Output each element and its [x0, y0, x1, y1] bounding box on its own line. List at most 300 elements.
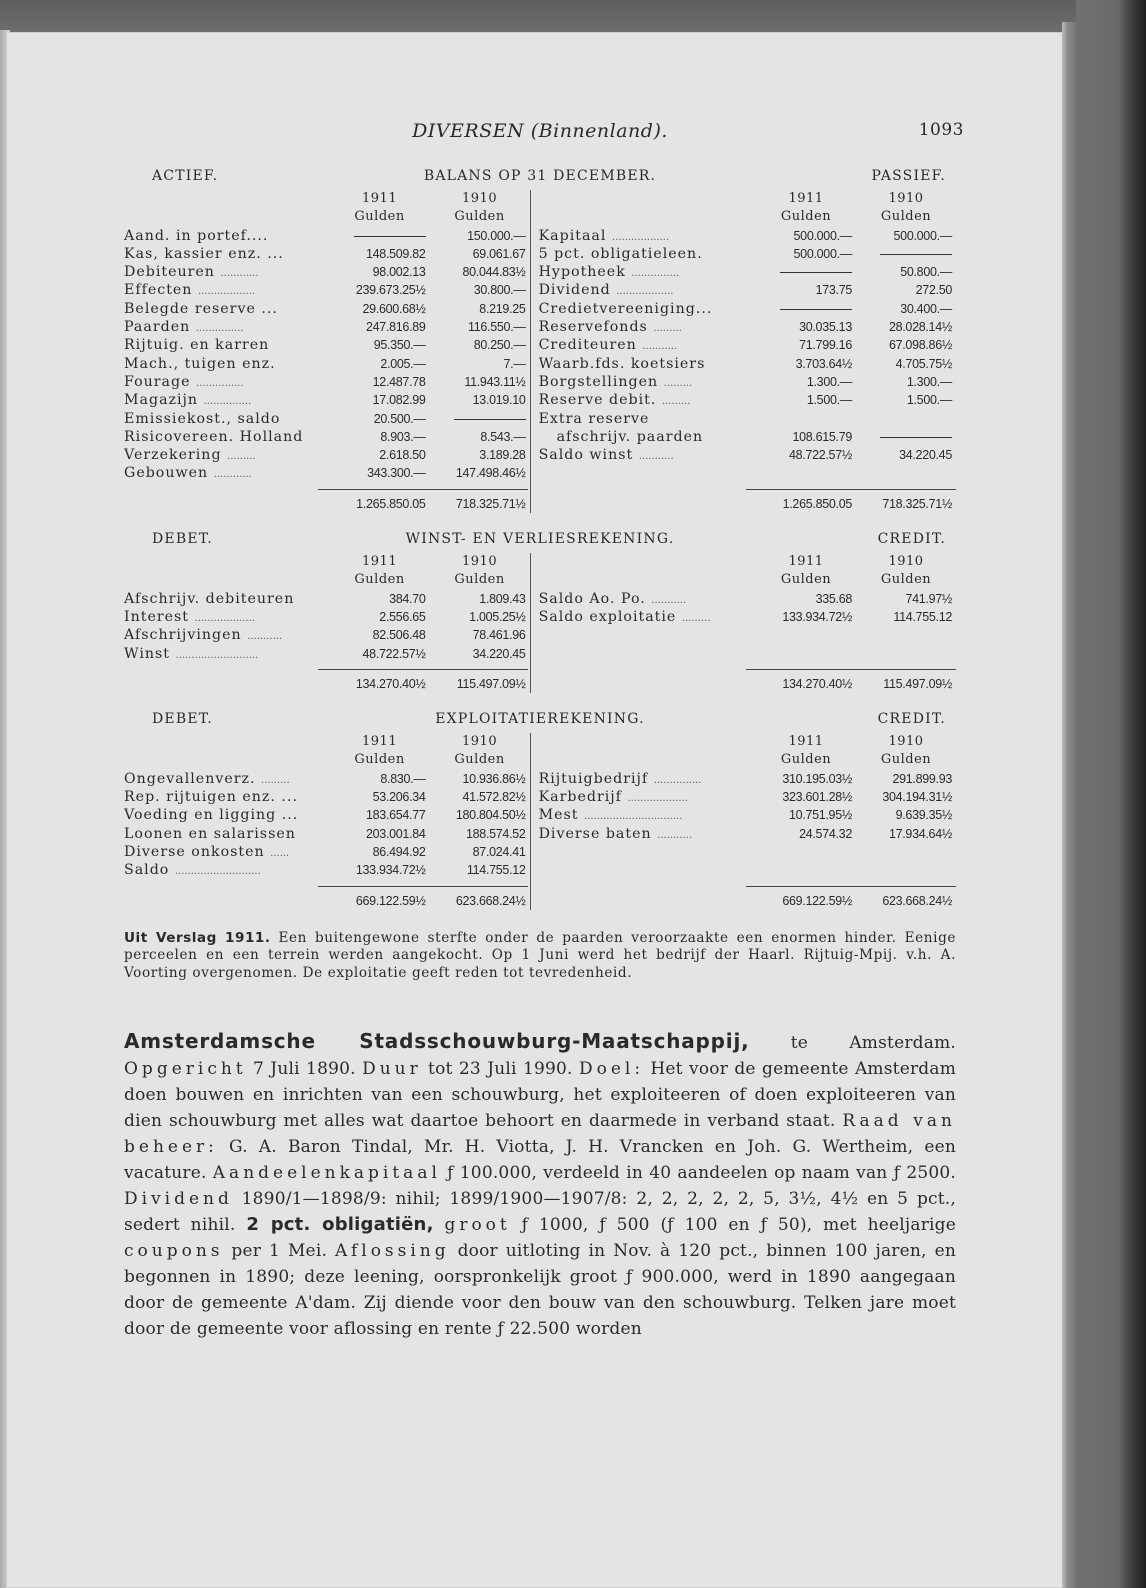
value-y1911: 108.615.79	[792, 429, 852, 444]
unit-1910-header: Gulden	[880, 572, 932, 588]
ledger-label-text: Kapitaal	[538, 227, 607, 244]
header-spacer	[539, 190, 756, 208]
value-y1911: 98.002.13	[372, 265, 426, 280]
total-spacer	[124, 675, 326, 693]
ledger-label	[124, 464, 326, 482]
leader-dots: ...............	[653, 774, 702, 786]
total-rule	[539, 880, 956, 892]
year-1910-header: 1910	[888, 734, 924, 750]
dividend-label: Dividend	[124, 1189, 233, 1210]
ledger-label	[124, 355, 326, 373]
total-1910: 623.668.24½	[455, 893, 526, 908]
ledger-label	[124, 843, 326, 861]
ledger-label-text: Diverse baten	[538, 825, 652, 842]
value-y1911: 10.751.95½	[788, 808, 852, 823]
raad-label: Raad van beheer:	[124, 1111, 956, 1158]
value-y1911: 8.903.—	[380, 429, 426, 444]
exploitatie-statement	[124, 711, 956, 910]
value-y1910: 116.550.—	[468, 320, 526, 335]
ledger-row	[539, 281, 956, 299]
header-spacer	[539, 208, 756, 226]
header-spacer	[124, 208, 330, 226]
value-y1911	[326, 227, 426, 245]
leader-dots: ..........................	[175, 649, 259, 661]
ledger-label	[124, 770, 326, 788]
ledger-row	[124, 428, 530, 446]
ledger-row	[539, 788, 956, 806]
ledger-row	[124, 608, 530, 626]
year-1911-header: 1911	[788, 734, 824, 750]
unit-header-row	[539, 208, 956, 226]
value-y1911: 323.601.28½	[782, 790, 852, 805]
value-y1910: 8.219.25	[479, 301, 526, 316]
value-y1911: 247.816.89	[366, 320, 426, 335]
running-head-title: DIVERSEN (Binnenland).	[412, 120, 668, 142]
unit-1910-header: Gulden	[454, 752, 505, 768]
ledger-label	[539, 788, 752, 806]
value-y1910: 28.028.14½	[888, 320, 952, 335]
value-y1910	[852, 410, 956, 428]
value-y1910: 87.024.41	[472, 844, 526, 859]
value-y1910: 180.804.50½	[455, 808, 526, 823]
leader-dots: ...............	[195, 323, 244, 335]
ledger-label	[124, 300, 326, 318]
header-spacer	[124, 751, 330, 769]
coupons-value: per 1 Mei.	[231, 1241, 328, 1262]
ledger-label-text: Risicovereen. Holland	[124, 428, 304, 445]
page-number: 1093	[918, 120, 964, 140]
ledger-label	[124, 806, 326, 824]
total-1911: 1.265.850.05	[782, 496, 852, 511]
actief-column	[124, 190, 530, 513]
winst-verlies-title: WINST- EN VERLIESREKENING.	[405, 531, 675, 548]
total-rule	[124, 880, 530, 892]
value-y1911: 183.654.77	[366, 808, 426, 823]
leader-dots: ...............	[631, 268, 680, 280]
ledger-label	[539, 806, 752, 824]
value-y1911	[752, 300, 852, 318]
year-header-row	[539, 553, 956, 571]
leader-dots: ...................	[194, 612, 255, 624]
value-y1911: 343.300.—	[367, 466, 426, 481]
value-y1910: 11.943.11½	[464, 374, 526, 389]
total-1911: 1.265.850.05	[356, 496, 426, 511]
total-1911: 669.122.59½	[782, 893, 852, 908]
unit-1910-header: Gulden	[454, 572, 505, 588]
leader-dots: ............	[220, 268, 259, 280]
ledger-row	[124, 843, 530, 861]
unit-1910-header: Gulden	[880, 752, 932, 768]
verslag-paragraph	[124, 930, 956, 983]
ledger-label-text: Paarden	[124, 319, 191, 336]
ledger-label-text: Credietvereeniging...	[538, 300, 713, 317]
ledger-label	[539, 446, 752, 464]
ledger-row	[124, 355, 530, 373]
year-1911-header: 1911	[788, 554, 824, 570]
total-spacer	[124, 495, 326, 513]
duur-value: tot 23 Juli 1990.	[428, 1059, 573, 1080]
debet-column	[124, 553, 530, 693]
unit-header-row	[124, 208, 530, 226]
ledger-row	[124, 806, 530, 824]
ledger-row	[539, 608, 956, 626]
unit-header-row	[539, 571, 956, 589]
ledger-label-text: Verzekering	[124, 447, 222, 464]
header-spacer	[124, 190, 330, 208]
ledger-row	[124, 410, 530, 428]
value-y1910: 67.098.86½	[888, 338, 952, 353]
ledger-label	[124, 245, 326, 263]
value-y1910: 80.250.—	[473, 338, 526, 353]
kapitaal-label: Aandeelenkapitaal	[212, 1163, 441, 1184]
ledger-row	[539, 336, 956, 354]
value-y1910: 8.543.—	[480, 429, 526, 444]
ledger-label	[539, 608, 752, 626]
value-y1910: 272.50	[915, 283, 952, 298]
running-head	[124, 120, 964, 150]
year-header-row	[124, 733, 530, 751]
ledger-label-text: Rep. rijtuigen enz. ...	[124, 789, 298, 806]
value-y1910: 4.705.75½	[895, 356, 952, 371]
ledger-label-text: Diverse onkosten	[124, 843, 265, 860]
value-y1910	[426, 410, 530, 428]
company-location: te Amsterdam.	[790, 1033, 956, 1054]
year-header-row	[124, 190, 530, 208]
header-spacer	[539, 751, 756, 769]
ledger-label-text: Debiteuren	[124, 264, 215, 281]
ledger-row	[539, 300, 956, 318]
unit-header-row	[539, 751, 956, 769]
ledger-label	[124, 788, 326, 806]
year-header-row	[124, 553, 530, 571]
leader-dots: .........	[227, 451, 256, 463]
ledger-label	[539, 336, 752, 354]
value-y1911: 8.830.—	[380, 771, 426, 786]
ledger-label-text: Ongevallenverz.	[124, 770, 256, 787]
empty-value-dash	[454, 419, 526, 420]
value-y1911: 133.934.72½	[355, 863, 426, 878]
value-y1911: 310.195.03½	[782, 771, 852, 786]
ledger-label-text: Afschrijvingen	[124, 627, 242, 644]
value-y1910: 741.97½	[905, 591, 952, 606]
total-row	[539, 495, 956, 513]
total-row	[124, 495, 530, 513]
leader-dots: ......	[270, 847, 290, 859]
ledger-label	[124, 861, 326, 879]
credit-column	[530, 733, 956, 910]
ledger-row	[539, 373, 956, 391]
value-y1911: 24.574.32	[799, 826, 852, 841]
value-y1910: 304.194.31½	[882, 790, 952, 805]
ledger-row	[124, 227, 530, 245]
ledger-row	[124, 245, 530, 263]
scan-background-top	[0, 0, 1146, 34]
value-y1911	[752, 410, 852, 428]
year-1911-header: 1911	[362, 554, 398, 570]
value-y1911: 12.487.78	[372, 374, 426, 389]
ledger-row	[539, 590, 956, 608]
ledger-label	[539, 355, 752, 373]
value-y1911: 86.494.92	[372, 844, 426, 859]
ledger-row	[124, 590, 530, 608]
unit-1910-header: Gulden	[454, 209, 505, 225]
ledger-label	[539, 318, 752, 336]
ledger-label-text: Mach., tuigen enz.	[124, 355, 276, 372]
value-y1911: 1.300.—	[806, 374, 852, 389]
ledger-label-text: Rijtuig. en karren	[124, 337, 270, 354]
ledger-label	[539, 227, 752, 245]
ledger-label-text: Hypotheek	[538, 264, 626, 281]
unit-1911-header: Gulden	[780, 752, 832, 768]
value-y1911: 2.005.—	[380, 356, 426, 371]
blank-row	[539, 464, 956, 482]
ledger-label-text: Rijtuigbedrijf	[538, 770, 649, 787]
value-y1910: 188.574.52	[466, 826, 526, 841]
ledger-label	[539, 245, 752, 263]
unit-header-row	[124, 571, 530, 589]
passief-column	[530, 190, 956, 513]
value-y1911: 95.350.—	[373, 338, 426, 353]
value-y1911	[752, 263, 852, 281]
year-1911-header: 1911	[362, 734, 398, 750]
total-row	[539, 892, 956, 910]
value-y1911: 3.703.64½	[795, 356, 852, 371]
actief-label: ACTIEF.	[152, 168, 219, 184]
ledger-label-text: afschrijv. paarden	[556, 428, 704, 445]
ledger-label-text: Saldo Ao. Po.	[538, 590, 646, 607]
leader-dots: .........	[653, 323, 682, 335]
value-y1910: 147.498.46½	[455, 466, 526, 481]
aflossing-value: door uitloting in Nov. à 120 pct., binnen 100 jaren, en begonnen in 1890; deze leening, oorspronkelijk groot ƒ 900.000, werd in 1890 aangegaan door de gemeente A'dam. Zij diende voor den bouw van den schouwburg. Telken jare moet door de gemeente voor aflossing en rente ƒ 22.500 worden	[124, 1241, 956, 1340]
value-y1911: 82.506.48	[372, 628, 426, 643]
ledger-label	[124, 318, 326, 336]
leader-dots: .........	[681, 612, 711, 624]
value-y1910: 10.936.86½	[462, 771, 526, 786]
ledger-label	[124, 446, 326, 464]
empty-value-dash	[354, 236, 426, 237]
statement-header	[124, 531, 956, 553]
ledger-label	[539, 263, 752, 281]
ledger-label-text: Winst	[124, 645, 170, 662]
opgericht-label: Opgericht	[124, 1059, 247, 1080]
debet-label: DEBET.	[152, 711, 213, 728]
ledger-label	[124, 645, 326, 663]
ledger-label-text: Magazijn	[124, 392, 199, 409]
total-spacer	[539, 892, 752, 910]
value-y1911: 500.000.—	[793, 228, 852, 243]
ledger-label-text: Mest	[538, 807, 579, 824]
total-row	[124, 675, 530, 693]
ledger-label	[124, 391, 326, 409]
ledger-label-text: Dividend	[538, 282, 611, 299]
ledger-label-text: Belegde reserve ...	[124, 300, 278, 317]
value-y1910: 291.899.93	[892, 771, 952, 786]
groot-label: groot	[444, 1215, 511, 1236]
credit-label: CREDIT.	[877, 711, 946, 728]
doel-label: Doel:	[578, 1059, 645, 1080]
opgericht-value: 7 Juli 1890.	[252, 1059, 356, 1080]
ledger-label	[124, 336, 326, 354]
leader-dots: ..................	[616, 286, 674, 298]
ledger-label	[539, 825, 752, 843]
value-y1911: 239.673.25½	[355, 283, 426, 298]
ledger-row	[539, 391, 956, 409]
value-y1911: 133.934.72½	[782, 609, 852, 624]
value-y1910: 34.220.45	[899, 448, 952, 463]
value-y1910: 17.934.64½	[888, 826, 952, 841]
ledger-row	[124, 645, 530, 663]
ledger-row	[124, 825, 530, 843]
ledger-row	[124, 770, 530, 788]
ledger-label	[124, 281, 326, 299]
ledger-row	[124, 263, 530, 281]
ledger-row	[539, 428, 956, 446]
ledger-label-text: Saldo winst	[538, 447, 634, 464]
value-y1911: 20.500.—	[373, 411, 426, 426]
unit-1910-header: Gulden	[880, 209, 932, 225]
company-name: Amsterdamsche Stadsschouwburg-Maatschappij,	[124, 1029, 750, 1054]
blank-row	[539, 645, 956, 663]
verslag-lead: Uit Verslag 1911.	[124, 929, 271, 946]
kapitaal-value: ƒ 100.000, verdeeld in 40 aandeelen op naam van ƒ 2500.	[447, 1163, 956, 1184]
ledger-row	[124, 281, 530, 299]
total-1911: 134.270.40½	[355, 676, 426, 691]
value-y1910: 1.300.—	[906, 374, 952, 389]
credit-label: CREDIT.	[877, 531, 946, 548]
ledger-label-text: Afschrijv. debiteuren	[124, 590, 295, 607]
leader-dots: ...............	[195, 377, 244, 389]
value-y1910: 500.000.—	[893, 228, 952, 243]
ledger-label	[124, 626, 326, 644]
page-content	[124, 120, 964, 1342]
ledger-row	[539, 770, 956, 788]
total-1911: 134.270.40½	[782, 676, 852, 691]
groot-value: ƒ 1000, ƒ 500 (ƒ 100 en ƒ 50), met heeljarige	[521, 1215, 957, 1236]
balans-statement	[124, 168, 956, 513]
ledger-row	[539, 410, 956, 428]
aflossing-label: Aflossing	[334, 1241, 450, 1262]
ledger-row	[539, 825, 956, 843]
total-1910: 718.325.71½	[455, 496, 526, 511]
unit-1911-header: Gulden	[354, 752, 405, 768]
ledger-label	[539, 590, 752, 608]
ledger-row	[124, 318, 530, 336]
balans-title: BALANS OP 31 DECEMBER.	[423, 168, 657, 184]
debet-column	[124, 733, 530, 910]
total-rule	[124, 483, 530, 495]
value-y1911: 17.082.99	[372, 393, 426, 408]
ledger-row	[124, 300, 530, 318]
ledger-label	[539, 770, 752, 788]
ledger-label	[124, 608, 326, 626]
year-1910-header: 1910	[888, 191, 924, 206]
year-1910-header: 1910	[888, 554, 924, 570]
value-y1910: 150.000.—	[467, 228, 526, 243]
value-y1911: 335.68	[815, 591, 852, 606]
value-y1911: 48.722.57½	[788, 448, 852, 463]
value-y1910: 30.800.—	[473, 283, 526, 298]
value-y1910: 69.061.67	[472, 246, 526, 261]
ledger-label	[124, 227, 326, 245]
value-y1910: 80.044.83½	[462, 265, 526, 280]
company-article	[124, 1028, 956, 1342]
year-1911-header: 1911	[788, 191, 824, 206]
leader-dots: ...........	[651, 594, 687, 606]
leader-dots: ...................	[627, 793, 688, 805]
value-y1911: 384.70	[389, 591, 426, 606]
ledger-label	[124, 428, 326, 446]
ledger-row	[539, 318, 956, 336]
value-y1911: 2.556.65	[379, 609, 426, 624]
ledger-label	[539, 428, 752, 446]
ledger-label	[124, 825, 326, 843]
blank-row	[539, 861, 956, 879]
total-spacer	[124, 892, 326, 910]
blank-row	[539, 626, 956, 644]
leader-dots: ...............	[203, 396, 252, 408]
ledger-label	[539, 300, 752, 318]
leader-dots: .........	[663, 377, 693, 389]
header-spacer	[124, 733, 330, 751]
unit-1911-header: Gulden	[780, 572, 832, 588]
value-y1911: 500.000.—	[793, 246, 852, 261]
ledger-label-text: Loonen en salarissen	[124, 825, 296, 842]
ledger-row	[124, 861, 530, 879]
year-header-row	[539, 190, 956, 208]
ledger-label	[539, 410, 752, 428]
dividend-value: 1890/1—1898/9: nihil; 1899/1900—1907/8: 2, 2, 2, 2, 2, 5, 3½, 4½ en 5 pct., sedert nihil.	[124, 1189, 956, 1236]
header-spacer	[124, 571, 330, 589]
ledger-label	[539, 391, 752, 409]
unit-1911-header: Gulden	[354, 209, 405, 225]
ledger-label-text: Emissiekost., saldo	[124, 410, 281, 427]
year-header-row	[539, 733, 956, 751]
value-y1910: 114.755.12	[466, 863, 526, 878]
leader-dots: ...........	[638, 451, 674, 463]
ledger-label-text: Saldo	[124, 862, 170, 879]
value-y1910: 78.461.96	[472, 628, 526, 643]
ledger-label-text: Kas, kassier enz. ...	[124, 245, 284, 262]
ledger-label-text: Karbedrijf	[538, 789, 622, 806]
ledger-label-text: 5 pct. obligatieleen.	[538, 245, 703, 262]
statement-header	[124, 168, 956, 190]
value-y1910: 1.005.25½	[469, 609, 526, 624]
value-y1910: 41.572.82½	[462, 790, 526, 805]
ledger-label	[539, 373, 752, 391]
value-y1910	[852, 428, 956, 446]
ledger-row	[539, 245, 956, 263]
ledger-label-text: Gebouwen	[124, 465, 209, 482]
leader-dots: ...........	[247, 631, 283, 643]
ledger-label-text: Crediteuren	[538, 337, 637, 354]
year-1910-header: 1910	[462, 554, 498, 570]
value-y1910: 13.019.10	[472, 393, 526, 408]
unit-1911-header: Gulden	[354, 572, 405, 588]
unit-header-row	[124, 751, 530, 769]
value-y1910	[852, 245, 956, 263]
value-y1910: 1.809.43	[479, 591, 526, 606]
leader-dots: ...........	[657, 829, 693, 841]
leader-dots: ...............................	[583, 811, 683, 823]
value-y1911: 1.500.—	[806, 393, 852, 408]
page-right-edge	[1062, 22, 1076, 1588]
ledger-label-text: Voeding en ligging ...	[124, 807, 299, 824]
total-rule	[539, 483, 956, 495]
total-1910: 115.497.09½	[456, 676, 526, 691]
ledger-label	[539, 281, 752, 299]
ledger-row	[124, 336, 530, 354]
ledger-row	[539, 227, 956, 245]
